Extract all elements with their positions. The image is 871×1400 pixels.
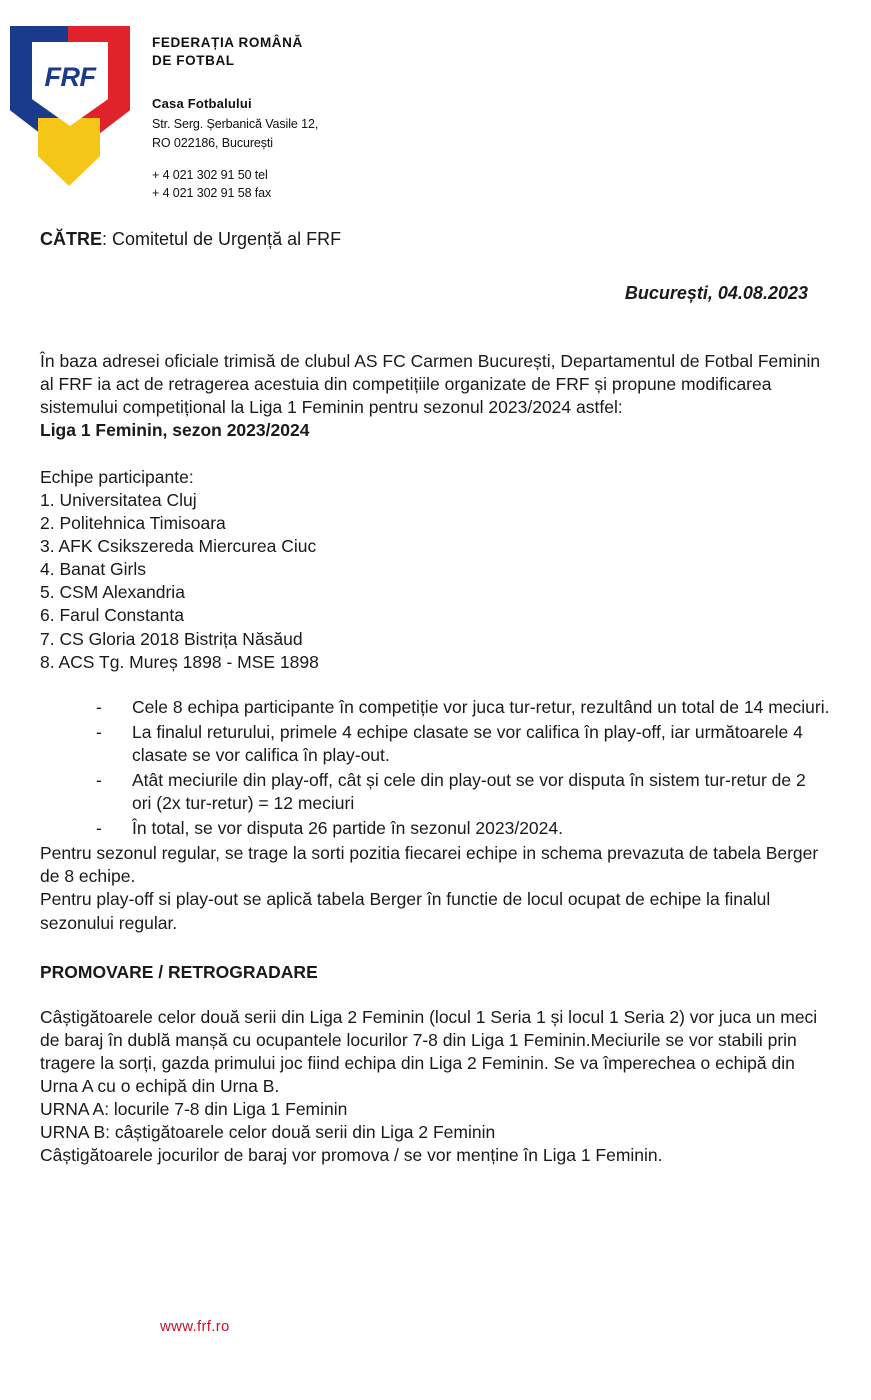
letterhead	[0, 22, 871, 202]
list-item: 5. CSM Alexandria	[40, 582, 185, 603]
address-spacer	[152, 152, 318, 166]
logo-wordmark: FRF	[44, 62, 96, 92]
teams-list	[40, 489, 830, 674]
urna-b-line: URNA B: câștigătoarele celor două serii din Liga 2 Feminin	[40, 1122, 496, 1143]
list-item: 1. Universitatea Cluj	[40, 489, 197, 510]
list-item: 3. AFK Csikszereda Miercurea Ciuc	[40, 536, 317, 557]
list-item: 7. CS Gloria 2018 Bistrița Năsăud	[40, 628, 303, 649]
address-line-1: Str. Serg. Șerbanică Vasile 12,	[152, 117, 319, 132]
federation-name-line2: DE FOTBAL	[152, 53, 235, 69]
federation-name-line1: FEDERAȚIA ROMÂNĂ	[152, 35, 303, 50]
berger-paragraph-1: Pentru sezonul regular, se trage la sorti pozitia fiecarei echipe in schema prevazuta de tabela Berger de 8 echipe.	[40, 843, 819, 887]
recipient-label: CĂTRE	[40, 229, 102, 249]
promotion-paragraph: Câștigătoarele celor două serii din Liga 2 Feminin (locul 1 Seria 1 și locul 1 Seria 2) vor juca un meci de baraj în dublă manșă cu ocupantele locurilor 7-8 din Liga 1 Feminin.Meciurile se vor stabili prin tragere la sorți, gazda primului joc fiind echipa din Liga 2 Feminin. Se va împerechea o echipă din Urna A cu o echipă din Urna B.	[40, 1006, 818, 1097]
letter-body	[40, 228, 830, 1167]
list-item: - Cele 8 echipa participante în competiție vor juca tur-retur, rezultând un total de 14 meciuri.	[96, 696, 830, 719]
recipient-value: : Comitetul de Urgență al FRF	[102, 229, 342, 249]
phone-line: + 4 021 302 91 50 tel	[152, 167, 268, 182]
final-paragraph: Câștigătoarele jocurilor de baraj vor promova / se vor menține în Liga 1 Feminin.	[40, 1145, 663, 1166]
address-line-2: RO 022186, București	[152, 135, 273, 150]
teams-lead: Echipe participante:	[40, 466, 194, 487]
berger-paragraph-2: Pentru play-off si play-out se aplică tabela Berger în functie de locul ocupat de echipe la finalul sezonului regular.	[40, 889, 771, 933]
intro-paragraph: În baza adresei oficiale trimisă de clubul AS FC Carmen București, Departamentul de Fotbal Feminin al FRF ia act de retragerea acestuia din competițiile organizate de FRF și propune modificarea sistemului competițional la Liga 1 Feminin pentru sezonul 2023/2024 astfel:	[40, 350, 821, 417]
rules-bullet-list	[40, 696, 830, 841]
address-block	[152, 34, 318, 202]
list-item: - La finalul returului, primele 4 echipe clasate se vor califica în play-off, iar următoarele 4 clasate se vor califica în play-out.	[96, 721, 830, 767]
list-item: - Atât meciurile din play-off, cât și cele din play-out se vor disputa în sistem tur-retur de 2 ori (2x tur-retur) = 12 meciuri	[96, 769, 830, 815]
section-title: Liga 1 Feminin, sezon 2023/2024	[40, 419, 310, 440]
footer-website-link[interactable]: www.frf.ro	[160, 1318, 230, 1335]
list-item: 6. Farul Constanta	[40, 605, 184, 626]
frf-logo	[10, 22, 130, 192]
city-date: București, 04.08.2023	[624, 282, 808, 303]
logo-yellow-shield-icon	[38, 118, 100, 186]
list-item: - În total, se vor disputa 26 partide în sezonul 2023/2024.	[96, 817, 830, 840]
list-item: 2. Politehnica Timisoara	[40, 513, 226, 534]
fax-line: + 4 021 302 91 58 fax	[152, 185, 272, 200]
recipient-line	[40, 228, 830, 252]
list-item: 8. ACS Tg. Mureș 1898 - MSE 1898	[40, 651, 319, 672]
list-item: 4. Banat Girls	[40, 559, 147, 580]
urna-a-line: URNA A: locurile 7-8 din Liga 1 Feminin	[40, 1099, 348, 1120]
org-name: Casa Fotbalului	[152, 96, 252, 112]
federation-name	[152, 34, 318, 70]
promotion-section-title: PROMOVARE / RETROGRADARE	[40, 961, 318, 982]
